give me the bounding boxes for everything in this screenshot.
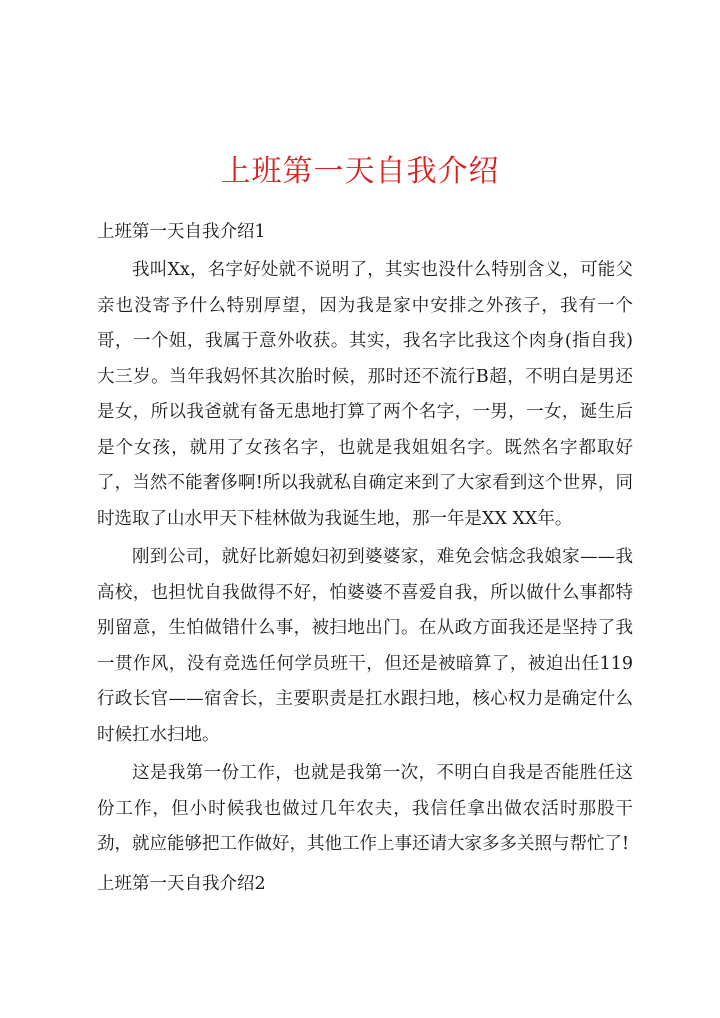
document-title: 上班第一天自我介绍 [220,154,500,189]
paragraph: 刚到公司，就好比新媳妇初到婆婆家，难免会惦念我娘家——我高校，也担忧自我做得不好，怕婆婆不喜爱自我，所以做什么事都特别留意，生怕做错什么事，被扫地出门。在从政方面我还是坚持了我一贯作风，没有竞选任何学员班干，但还是被暗算了，被迫出任119行政长官——宿舍长，主要职责是扛水跟扫地，核心权力是确定什么时候扛水扫地。 [97,547,633,745]
document-body [97,214,633,902]
paragraph: 我叫Xx，名字好处就不说明了，其实也没什么特别含义，可能父亲也没寄予什么特别厚望，因为我是家中安排之外孩子，我有一个哥，一个姐，我属于意外收获。其实，我名字比我这个肉身(指自我)大三岁。当年我妈怀其次胎时候，那时还不流行B超，不明白是男还是女，所以我爸就有备无患地打算了两个名字，一男，一女，诞生后是个女孩，就用了女孩名字，也就是我姐姐名字。既然名字都取好了，当然不能奢侈啊!所以我就私自确定来到了大家看到这个世界，同时选取了山水甲天下桂林做为我诞生地，那一年是XX XX年。 [97,260,633,529]
section-heading: 上班第一天自我介绍1 [97,222,266,242]
paragraph: 这是我第一份工作，也就是我第一次，不明白自我是否能胜任这份工作，但小时候我也做过几年农夫，我信任拿出做农活时那股干劲，就应能够把工作做好，其他工作上事还请大家多多关照与帮忙了! [97,763,633,854]
section-heading: 上班第一天自我介绍2 [97,873,266,894]
